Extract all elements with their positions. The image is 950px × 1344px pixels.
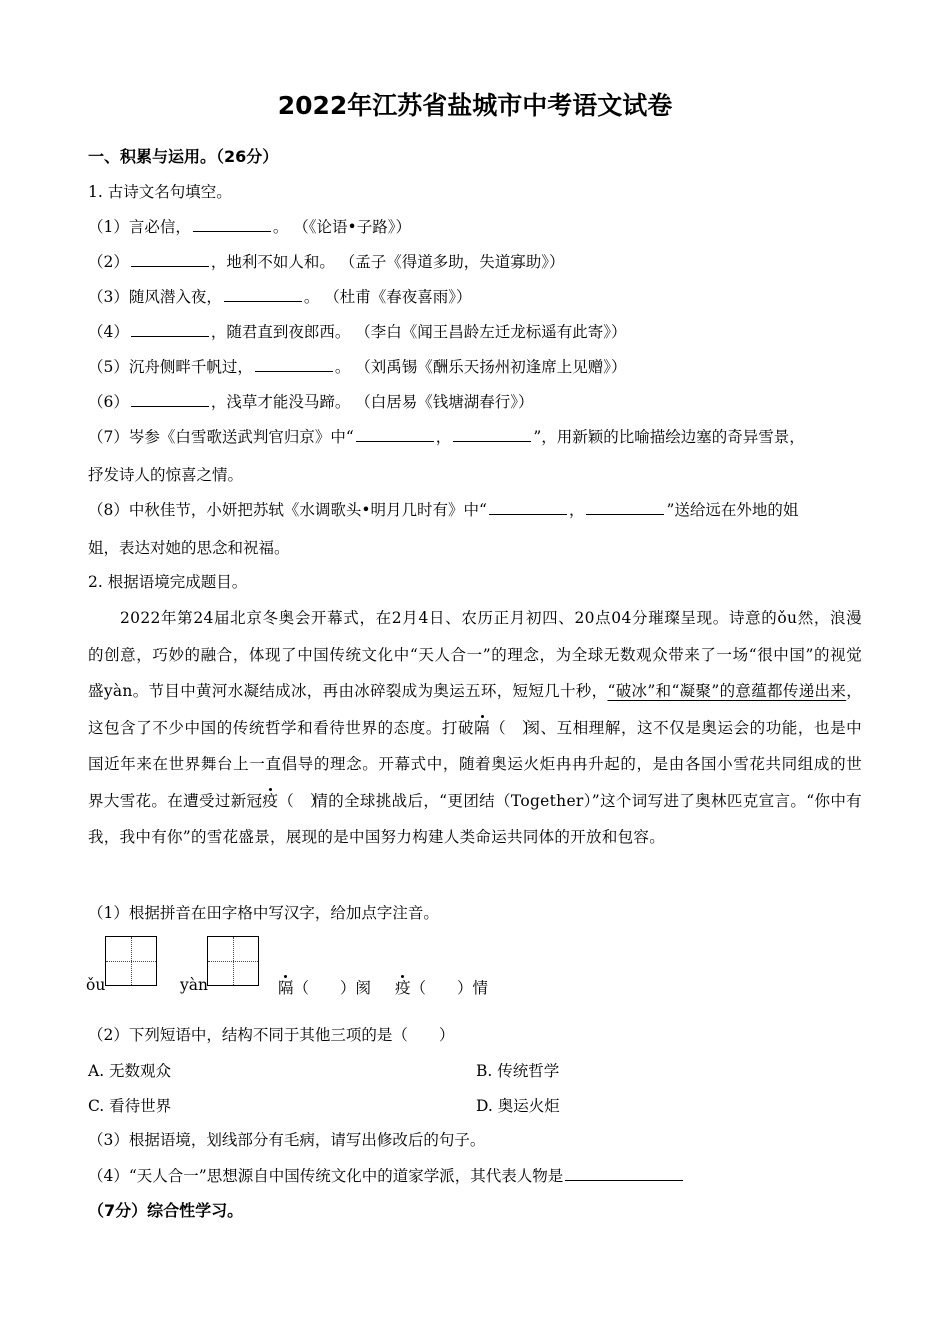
answer-blank[interactable] xyxy=(131,252,209,267)
annotate-item-2: 疫（ ）情 xyxy=(395,979,489,997)
q1-item-6: （6） ，浅草才能没马蹄。 （白居易《钱塘湖春行》） xyxy=(88,393,534,411)
answer-blank[interactable] xyxy=(586,500,664,515)
answer-blank[interactable] xyxy=(356,427,434,442)
q1-item-1: （1）言必信， 。 （《论语•子路》） xyxy=(88,218,411,236)
q1-item-3: （3）随风潜入夜， 。 （杜甫《春夜喜雨》） xyxy=(88,288,472,306)
q2-sub3-stem: （3）根据语境，划线部分有毛病，请写出修改后的句子。 xyxy=(88,1131,486,1149)
q1-item-8-cont: 姐，表达对她的思念和祝福。 xyxy=(88,539,290,557)
q2-sub1-stem: （1）根据拼音在田字格中写汉字，给加点字注音。 xyxy=(88,904,439,922)
q1-item-4: （4） ，随君直到夜郎西。 （李白《闻王昌龄左迁龙标遥有此寄》） xyxy=(88,323,627,341)
tianzige-box-1[interactable] xyxy=(105,936,157,986)
q1-item-7-cont: 抒发诗人的惊喜之情。 xyxy=(88,466,244,484)
q1-item-8: （8）中秋佳节，小妍把苏轼《水调歌头•明月几时有》中“ ， ”送给远在外地的姐 xyxy=(88,501,799,519)
q1-item-2: （2） ，地利不如人和。 （孟子《得道多助，失道寡助》） xyxy=(88,253,565,271)
question-1-stem: 1. 古诗文名句填空。 xyxy=(88,183,232,201)
section-heading-3: （7分）综合性学习。 xyxy=(88,1201,244,1220)
page-title: 2022年江苏省盐城市中考语文试卷 xyxy=(277,91,673,120)
question-2-stem: 2. 根据语境完成题目。 xyxy=(88,573,248,591)
underlined-sentence: “破冰”和“凝聚”的意蕴都传递出来 xyxy=(607,682,847,700)
answer-blank[interactable] xyxy=(255,357,333,372)
answer-blank[interactable] xyxy=(224,287,302,302)
answer-blank[interactable] xyxy=(489,500,567,515)
answer-blank[interactable] xyxy=(131,322,209,337)
pinyin-1: ǒu xyxy=(86,976,106,994)
q1-item-7: （7）岑参《白雪歌送武判官归京》中“ ， ”，用新颖的比喻描绘边塞的奇异雪景， xyxy=(88,428,805,446)
q2-sub2-stem: （2）下列短语中，结构不同于其他三项的是（ ） xyxy=(88,1026,455,1044)
answer-blank[interactable] xyxy=(193,217,271,232)
option-d[interactable]: D. 奥运火炬 xyxy=(476,1097,560,1115)
option-c[interactable]: C. 看待世界 xyxy=(88,1097,172,1115)
q2-sub4: （4）“天人合一”思想源自中国传统文化中的道家学派，其代表人物是 xyxy=(88,1165,685,1187)
pinyin-2: yàn xyxy=(180,976,208,994)
passage: 2022年第24届北京冬奥会开幕式，在2月4日、农历正月初四、20点04分璀璨呈现。诗意的ǒu然，浪漫的创意，巧妙的融合，体现了中国传统文化中“天人合一”的理念，为全球无数观众带来了一场“很中国”的视觉盛yàn。节目中黄河水凝结成冰，再由冰碎裂成为奥运五环，短短几十秒，“破冰”和“凝聚”的意蕴都传递出来，这包含了不少中国的传统哲学和看待世界的态度。打破隔（ ）阂、互相理解，这不仅是奥运会的功能，也是中国近年来在世界舞台上一直倡导的理念。开幕式中，随着奥运火炬冉冉升起的，是由各国小雪花共同组成的世界大雪花。在遭受过新冠疫（ ）情的全球挑战后，“更团结（Together）”这个词写进了奥林匹克宣言。“你中有我，我中有你”的雪花盛景，展现的是中国努力构建人类命运共同体的开放和包容。 xyxy=(88,609,862,846)
dotted-char: 疫 xyxy=(262,791,279,810)
answer-blank[interactable] xyxy=(131,392,209,407)
option-b[interactable]: B. 传统哲学 xyxy=(476,1062,560,1080)
option-a[interactable]: A. 无数观众 xyxy=(88,1062,172,1080)
q1-item-5: （5）沉舟侧畔千帆过， 。 （刘禹锡《酬乐天扬州初逢席上见赠》） xyxy=(88,358,627,376)
section-heading-1: 一、积累与运用。（26分） xyxy=(88,147,279,166)
answer-blank[interactable] xyxy=(453,427,531,442)
annotate-item-1: 隔（ ）阂 xyxy=(278,979,372,997)
tianzige-box-2[interactable] xyxy=(207,936,259,986)
dotted-char: 隔 xyxy=(474,718,491,737)
answer-blank[interactable] xyxy=(565,1166,683,1181)
